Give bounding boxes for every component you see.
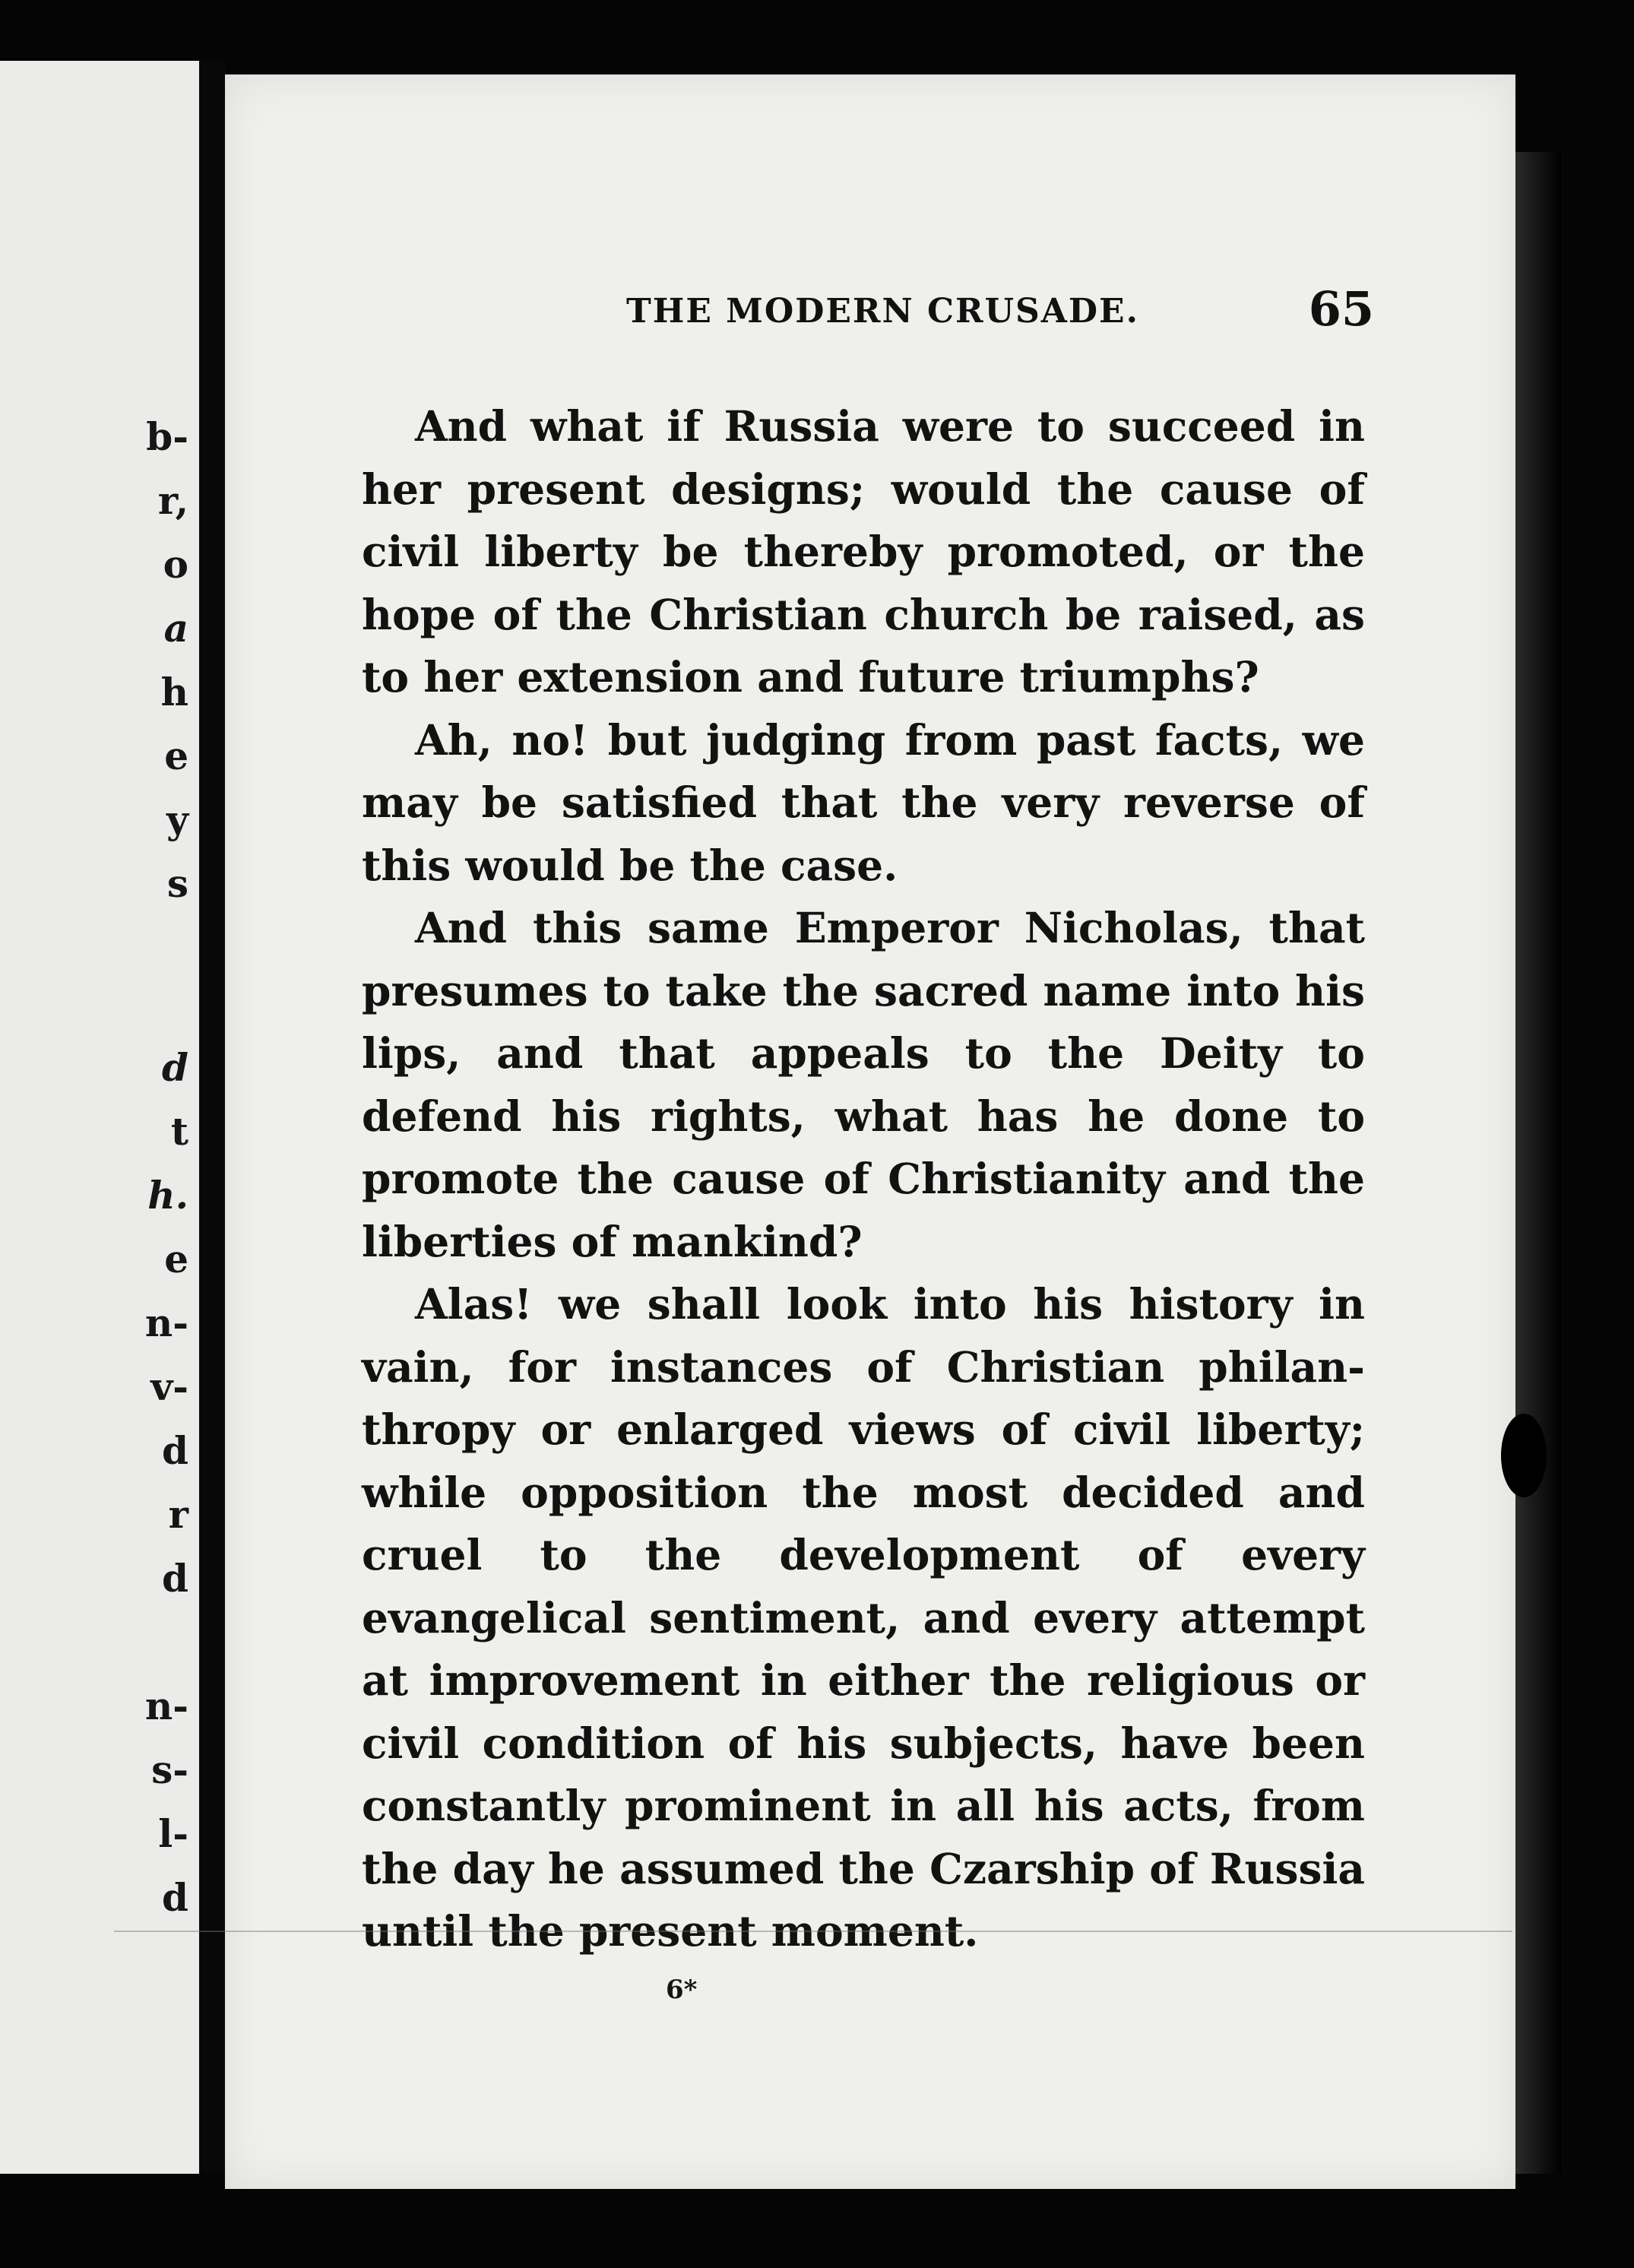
page-number: 65 — [1308, 281, 1374, 337]
facing-line-end: n- — [144, 1684, 188, 1728]
facing-line-end: d — [162, 1428, 188, 1473]
ink-blemish — [1501, 1414, 1547, 1497]
facing-line-end: r — [168, 1492, 188, 1537]
facing-line-end: d — [162, 1556, 188, 1601]
facing-line-end: l- — [158, 1811, 188, 1856]
facing-line-end: s- — [151, 1747, 188, 1792]
facing-line-end: e — [164, 733, 188, 778]
paragraph: And what if Russia were to succeed in her present designs; would the cause of civil liberty be thereby promoted, or the hope of the Christian church be raised, as to her extension and future triumphs? — [362, 401, 1365, 702]
facing-line-end: v- — [150, 1364, 188, 1409]
running-title: THE MODERN CRUSADE. — [626, 292, 1139, 331]
paragraph: Ah, no! but judging from past facts, we may be satisfied that the very reverse of this would be the case. — [362, 714, 1365, 890]
scan-artifact-line — [114, 1931, 1512, 1932]
facing-line-end: s — [166, 861, 188, 906]
paragraph: Alas! we shall look into his history in vain, for instances of Christian philanthropy or enlarged views of civil liberty; while opposition the most decided and cruel to the development of every evangelical sentiment, and every attempt at improvement in either the religious or civil condition of his subjects, have been constantly prominent in all his acts, from the day he assumed the Czarship of Russia until the present moment. — [362, 1279, 1365, 1956]
facing-page-fragment — [0, 61, 199, 2174]
facing-line-end: d — [162, 1045, 188, 1090]
facing-line-end: e — [164, 1237, 188, 1281]
facing-line-end: r, — [157, 478, 188, 523]
facing-line-end: b- — [146, 414, 188, 459]
paragraph: And this same Emperor Nicholas, that presumes to take the sacred name into his lips, and that appeals to the Deity to defend his rights, what has he done to promote the cause of Christianity and the liberties of mankind? — [362, 903, 1365, 1266]
facing-line-end: n- — [144, 1300, 188, 1345]
facing-line-end: d — [162, 1875, 188, 1920]
facing-line-end: o — [163, 542, 188, 587]
running-head — [401, 281, 1374, 342]
facing-line-end: a — [163, 606, 188, 651]
facing-line-end: y — [166, 797, 188, 842]
body-text — [362, 395, 1365, 1963]
book-gutter — [199, 61, 225, 2174]
facing-line-end: t — [170, 1109, 188, 1154]
facing-line-end: h — [160, 670, 188, 714]
signature-mark: 6* — [666, 1975, 698, 2005]
page-edge-shadow — [1515, 152, 1561, 2174]
facing-line-end: h. — [147, 1173, 188, 1218]
facing-page-line-ends — [0, 61, 199, 2174]
